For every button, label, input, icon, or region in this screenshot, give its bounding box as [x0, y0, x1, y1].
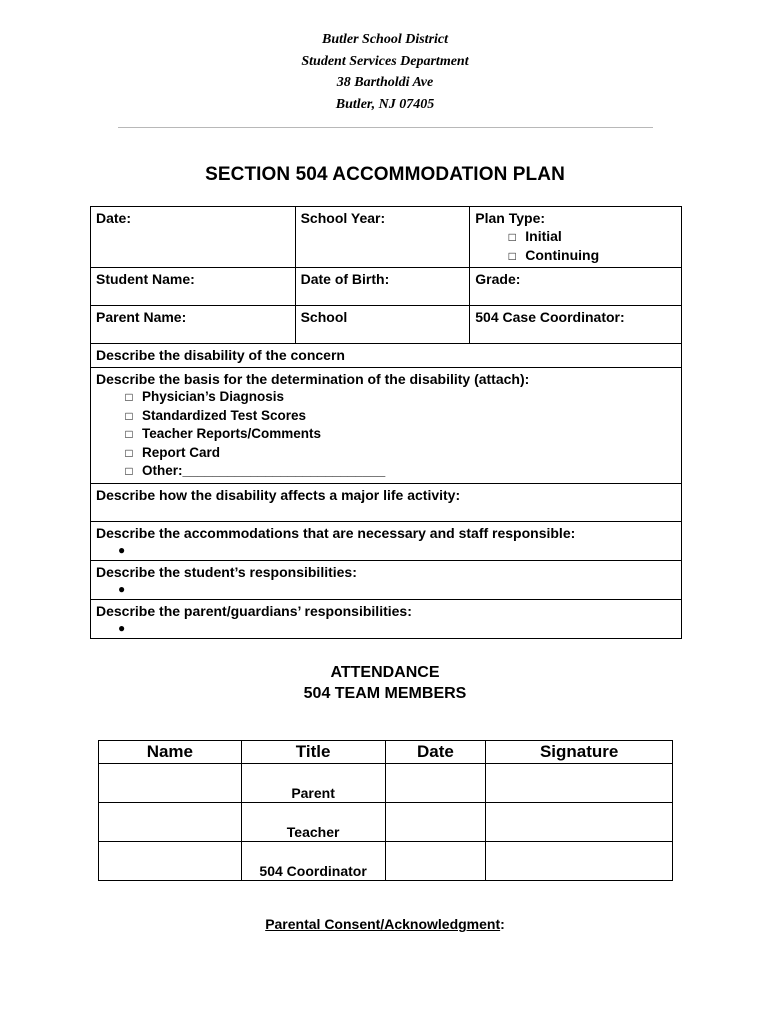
basis-option-other[interactable] [116, 462, 676, 481]
date-cell[interactable] [385, 764, 486, 803]
plan-type-continuing-label: Continuing [525, 247, 600, 263]
accommodation-plan-form [90, 206, 682, 639]
checkbox-icon[interactable]: □ [125, 390, 133, 404]
basis-options-list [96, 388, 676, 481]
basis-option-physician[interactable] [116, 388, 676, 407]
title-cell: Parent [241, 764, 385, 803]
signature-cell[interactable] [486, 764, 673, 803]
plan-type-initial[interactable] [475, 227, 676, 246]
name-cell[interactable] [99, 764, 242, 803]
basis-cell [91, 368, 682, 484]
bullet-icon: ● [118, 620, 126, 635]
date-label: Date: [96, 210, 132, 226]
grade-label: Grade: [475, 271, 521, 287]
basis-option-label: Teacher Reports/Comments [142, 426, 322, 441]
basis-option-teacher-reports[interactable] [116, 425, 676, 444]
school-year-cell[interactable] [295, 207, 470, 268]
school-label: School [300, 309, 348, 325]
student-responsibilities-cell[interactable] [91, 560, 682, 599]
attendance-title: ATTENDANCE [330, 664, 440, 681]
city-state-zip: Butler, NJ 07405 [335, 96, 435, 112]
checkbox-icon[interactable]: □ [125, 445, 133, 460]
basis-option-test-scores[interactable] [116, 407, 676, 426]
name-cell[interactable] [99, 842, 242, 881]
title-cell: Teacher [241, 803, 385, 842]
accommodations-cell[interactable] [91, 521, 682, 560]
basis-option-report-card[interactable] [116, 444, 676, 463]
column-header-signature: Signature [486, 741, 673, 764]
life-activity-label: Describe how the disability affects a major life activity: [96, 486, 461, 503]
parent-responsibilities-cell[interactable] [91, 599, 682, 638]
date-cell[interactable] [91, 207, 296, 268]
plan-type-initial-label: Initial [525, 228, 562, 244]
district-name: Butler School District [321, 32, 449, 47]
district-header [0, 29, 770, 115]
consent-label: Parental Consent/Acknowledgment [265, 916, 501, 932]
plan-type-cell [470, 207, 682, 268]
signature-cell[interactable] [486, 803, 673, 842]
table-row [99, 764, 673, 803]
team-members-title: 504 TEAM MEMBERS [303, 685, 467, 702]
checkbox-icon[interactable]: □ [125, 464, 133, 478]
column-header-date: Date [385, 741, 486, 764]
plan-type-continuing[interactable] [475, 246, 676, 265]
basis-option-label: Standardized Test Scores [142, 407, 307, 423]
dob-cell[interactable] [295, 268, 470, 306]
dob-label: Date of Birth: [300, 271, 390, 287]
team-members-table [98, 740, 673, 881]
table-row [99, 842, 673, 881]
page-title: SECTION 504 ACCOMMODATION PLAN [205, 164, 565, 185]
bullet-icon: ● [118, 542, 126, 557]
checkbox-icon[interactable]: □ [508, 230, 516, 244]
parent-name-label: Parent Name: [96, 309, 187, 325]
attendance-heading [0, 662, 770, 704]
grade-cell[interactable] [470, 268, 682, 306]
basis-label: Describe the basis for the determination of the disability (attach): [96, 371, 530, 387]
plan-type-label: Plan Type: [475, 210, 546, 226]
parent-responsibilities-label: Describe the parent/guardians’ responsibilities: [96, 602, 412, 619]
case-coordinator-cell[interactable] [470, 306, 682, 344]
consent-colon: : [500, 916, 505, 932]
disability-label: Describe the disability of the concern [96, 347, 345, 363]
basis-option-label: Physician’s Diagnosis [142, 389, 285, 404]
checkbox-icon[interactable]: □ [125, 408, 133, 423]
school-year-label: School Year: [300, 210, 386, 226]
street-address: 38 Bartholdi Ave [336, 75, 434, 90]
basis-option-label: Other:___________________________ [142, 463, 386, 478]
disability-cell[interactable] [91, 344, 682, 368]
basis-option-label: Report Card [142, 444, 221, 460]
header-divider [118, 127, 653, 128]
table-row [99, 803, 673, 842]
student-name-label: Student Name: [96, 271, 195, 287]
bullet-icon: ● [118, 581, 126, 596]
title-cell: 504 Coordinator [241, 842, 385, 881]
name-cell[interactable] [99, 803, 242, 842]
case-coordinator-label: 504 Case Coordinator: [475, 309, 625, 325]
school-cell[interactable] [295, 306, 470, 344]
student-name-cell[interactable] [91, 268, 296, 306]
parental-consent-heading [0, 916, 770, 932]
parent-name-cell[interactable] [91, 306, 296, 344]
signature-cell[interactable] [486, 842, 673, 881]
column-header-name: Name [99, 741, 242, 764]
column-header-title: Title [241, 741, 385, 764]
checkbox-icon[interactable]: □ [508, 249, 516, 263]
department-name: Student Services Department [301, 53, 469, 69]
accommodations-label: Describe the accommodations that are necessary and staff responsible: [96, 524, 576, 541]
date-cell[interactable] [385, 842, 486, 881]
life-activity-cell[interactable] [91, 483, 682, 521]
student-responsibilities-label: Describe the student’s responsibilities: [96, 563, 357, 580]
checkbox-icon[interactable]: □ [125, 427, 133, 441]
date-cell[interactable] [385, 803, 486, 842]
